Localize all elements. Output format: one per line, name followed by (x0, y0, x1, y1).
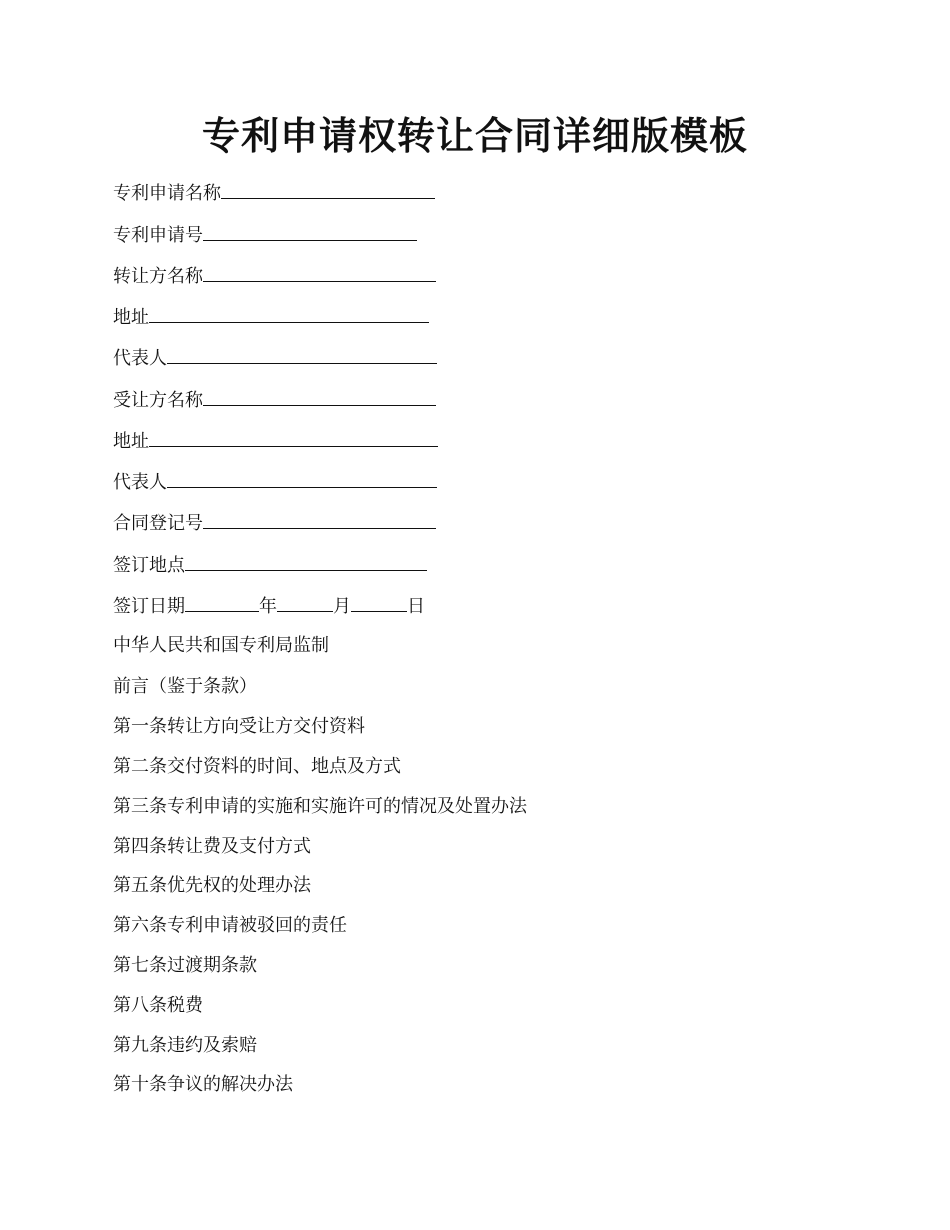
supervisor-line: 中华人民共和国专利局监制 (113, 635, 329, 656)
article-8: 第八条税费 (113, 995, 203, 1016)
preface-line: 前言（鉴于条款） (113, 676, 257, 697)
field-transferor-name (113, 263, 436, 289)
article-9: 第九条违约及索赔 (113, 1035, 257, 1056)
article-2: 第二条交付资料的时间、地点及方式 (113, 756, 401, 777)
blank-underline (203, 263, 436, 282)
field-contract-reg-no (113, 510, 436, 536)
field-patent-number (113, 222, 417, 248)
blank-underline (149, 304, 429, 323)
year-label: 年 (259, 596, 277, 617)
article-4: 第四条转让费及支付方式 (113, 836, 311, 857)
field-label: 代表人 (113, 348, 167, 369)
blank-underline (203, 222, 417, 241)
blank-underline (149, 428, 438, 447)
blank-underline (203, 387, 436, 406)
field-label: 代表人 (113, 472, 167, 493)
blank-underline (351, 593, 407, 612)
article-5: 第五条优先权的处理办法 (113, 875, 311, 896)
field-label: 转让方名称 (113, 266, 203, 287)
field-label: 地址 (113, 307, 149, 328)
field-label: 签订地点 (113, 555, 185, 576)
field-label: 签订日期 (113, 596, 185, 617)
blank-underline (203, 510, 436, 529)
blank-underline (185, 593, 259, 612)
document-title: 专利申请权转让合同详细版模板 (201, 113, 748, 158)
article-3: 第三条专利申请的实施和实施许可的情况及处置办法 (113, 796, 527, 817)
field-transferee-name (113, 387, 436, 413)
field-label: 合同登记号 (113, 513, 203, 534)
field-transferee-rep (113, 469, 437, 495)
blank-underline (277, 593, 333, 612)
field-sign-date (113, 593, 425, 619)
article-6: 第六条专利申请被驳回的责任 (113, 915, 347, 936)
blank-underline (185, 552, 427, 571)
month-label: 月 (333, 596, 351, 617)
field-label: 专利申请号 (113, 225, 203, 246)
field-label: 地址 (113, 431, 149, 452)
blank-underline (167, 345, 437, 364)
field-label: 受让方名称 (113, 390, 203, 411)
article-10: 第十条争议的解决办法 (113, 1074, 293, 1095)
field-patent-name (113, 180, 435, 206)
article-1: 第一条转让方向受让方交付资料 (113, 716, 365, 737)
field-transferor-rep (113, 345, 437, 371)
field-transferor-address (113, 304, 429, 330)
blank-underline (221, 180, 435, 199)
field-transferee-address (113, 428, 438, 454)
field-label: 专利申请名称 (113, 183, 221, 204)
day-label: 日 (407, 596, 425, 617)
article-7: 第七条过渡期条款 (113, 955, 257, 976)
blank-underline (167, 469, 437, 488)
field-sign-place (113, 552, 427, 578)
